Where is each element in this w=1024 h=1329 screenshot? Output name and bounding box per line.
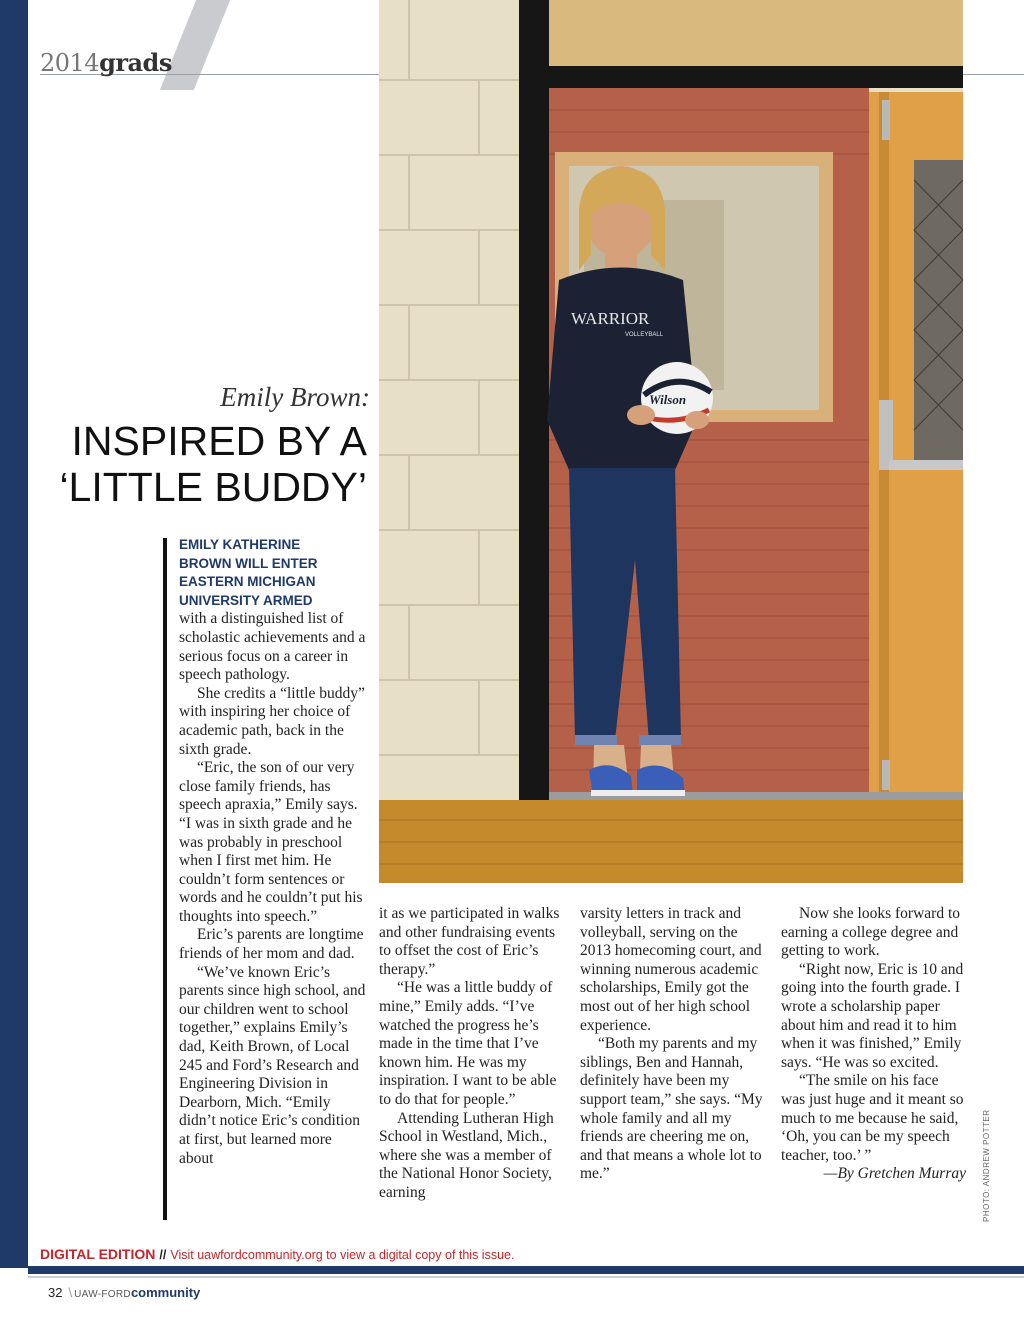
article-column-1 [179, 536, 369, 1168]
headline-line-1: INSPIRED BY A [71, 418, 367, 464]
lead-line: BROWN WILL ENTER [179, 555, 318, 571]
paragraph: “We’ve known Eric’s parents since high school, and our children went to school together,” explains Emily’s dad, Keith Brown, of Local 245 and Ford’s Research and Engineering Division in Dearborn, Mich. “Emily didn’t notice Eric’s condition at first, but learned more about [179, 963, 366, 1167]
column-rule [163, 538, 167, 1220]
lead-line: UNIVERSITY ARMED [179, 592, 313, 608]
publication-name: community [130, 1285, 201, 1300]
lead-line: EASTERN MICHIGAN [179, 574, 316, 590]
paragraph: varsity letters in track and volleyball, serving on the 2013 homecoming court, and winning numerous academic scholarships, Emily got the most out of her high school experience. [580, 905, 762, 1034]
left-accent-bar [0, 0, 28, 1268]
section-tag [40, 48, 172, 77]
paragraph: it as we participated in walks and other fundraising events to offset the cost of Eric’s therapy.” [379, 905, 560, 978]
paragraph: Attending Lutheran High School in Westland, Mich., where she was a member of the National Honor Society, earning [379, 1109, 554, 1201]
svg-text:Wilson: Wilson [649, 392, 687, 407]
section-tag-year: 2014 [40, 49, 100, 77]
paragraph: Eric’s parents are longtime friends of her mom and dad. [179, 926, 364, 963]
digital-edition-label: DIGITAL EDITION [40, 1246, 156, 1262]
section-tag-word: grads [99, 48, 172, 77]
footer-thin-rule [28, 1276, 1024, 1278]
page-folio [48, 1285, 200, 1300]
paragraph: “He was a little buddy of mine,” Emily adds. “I’ve watched the progress he’s made in the time that I’ve known him. He was my inspiration. I want to be able to do that for people.” [379, 979, 557, 1108]
paragraph: “The smile on his face was just huge and it meant so much to me because he said, ‘Oh, you can be my speech teacher, too.’ ” [781, 1072, 964, 1164]
lead-in [179, 536, 369, 610]
headline-line-2: ‘LITTLE BUDDY’ [59, 464, 367, 510]
paragraph: “Both my parents and my siblings, Ben and Hannah, definitely have been my support team,” she says. “My whole family and all my friends are cheering me on, and that means a whole lot to me.” [580, 1035, 763, 1183]
footer-band [28, 1266, 1024, 1274]
byline: —By Gretchen Murray [823, 1165, 966, 1183]
digital-edition-text[interactable]: Visit uawfordcommunity.org to view a digital copy of this issue. [170, 1248, 515, 1262]
article-column-3 [580, 905, 765, 1184]
paragraph: Now she looks forward to earning a college degree and getting to work. [781, 905, 961, 960]
svg-text:VOLLEYBALL: VOLLEYBALL [625, 332, 664, 338]
lead-line: EMILY KATHERINE [179, 537, 301, 552]
article-column-2 [379, 905, 569, 1203]
article-kicker: Emily Brown: [220, 382, 370, 412]
paragraph: She credits a “little buddy” with inspiring her choice of academic path, back in the sixth grade. [179, 684, 365, 758]
shirt-text: WARRIOR [571, 309, 650, 328]
digital-edition-separator: // [159, 1248, 167, 1262]
feature-photo [379, 0, 963, 883]
article-headline [59, 418, 367, 510]
article-column-4 [781, 905, 966, 1184]
paragraph: “Right now, Eric is 10 and going into the fourth grade. I wrote a scholarship paper about him and read it to him when it was finished,” Emily says. “He was so excited. [781, 960, 964, 1071]
folio-divider: \ [68, 1285, 73, 1300]
paragraph: “Eric, the son of our very close family friends, has speech apraxia,” Emily says. “I was in sixth grade and he was probably in preschool when I first met him. He couldn’t form sentences or words and he couldn’t put his thoughts into speech.” [179, 759, 363, 925]
photo-credit: PHOTO: ANDREW POTTER [982, 1109, 991, 1222]
page-number: 32 [48, 1285, 63, 1300]
digital-edition-note [40, 1246, 514, 1262]
publication-prefix: UAW-FORD [74, 1289, 131, 1300]
paragraph: with a distinguished list of scholastic achievements and a serious focus on a career in speech pathology. [179, 610, 366, 684]
